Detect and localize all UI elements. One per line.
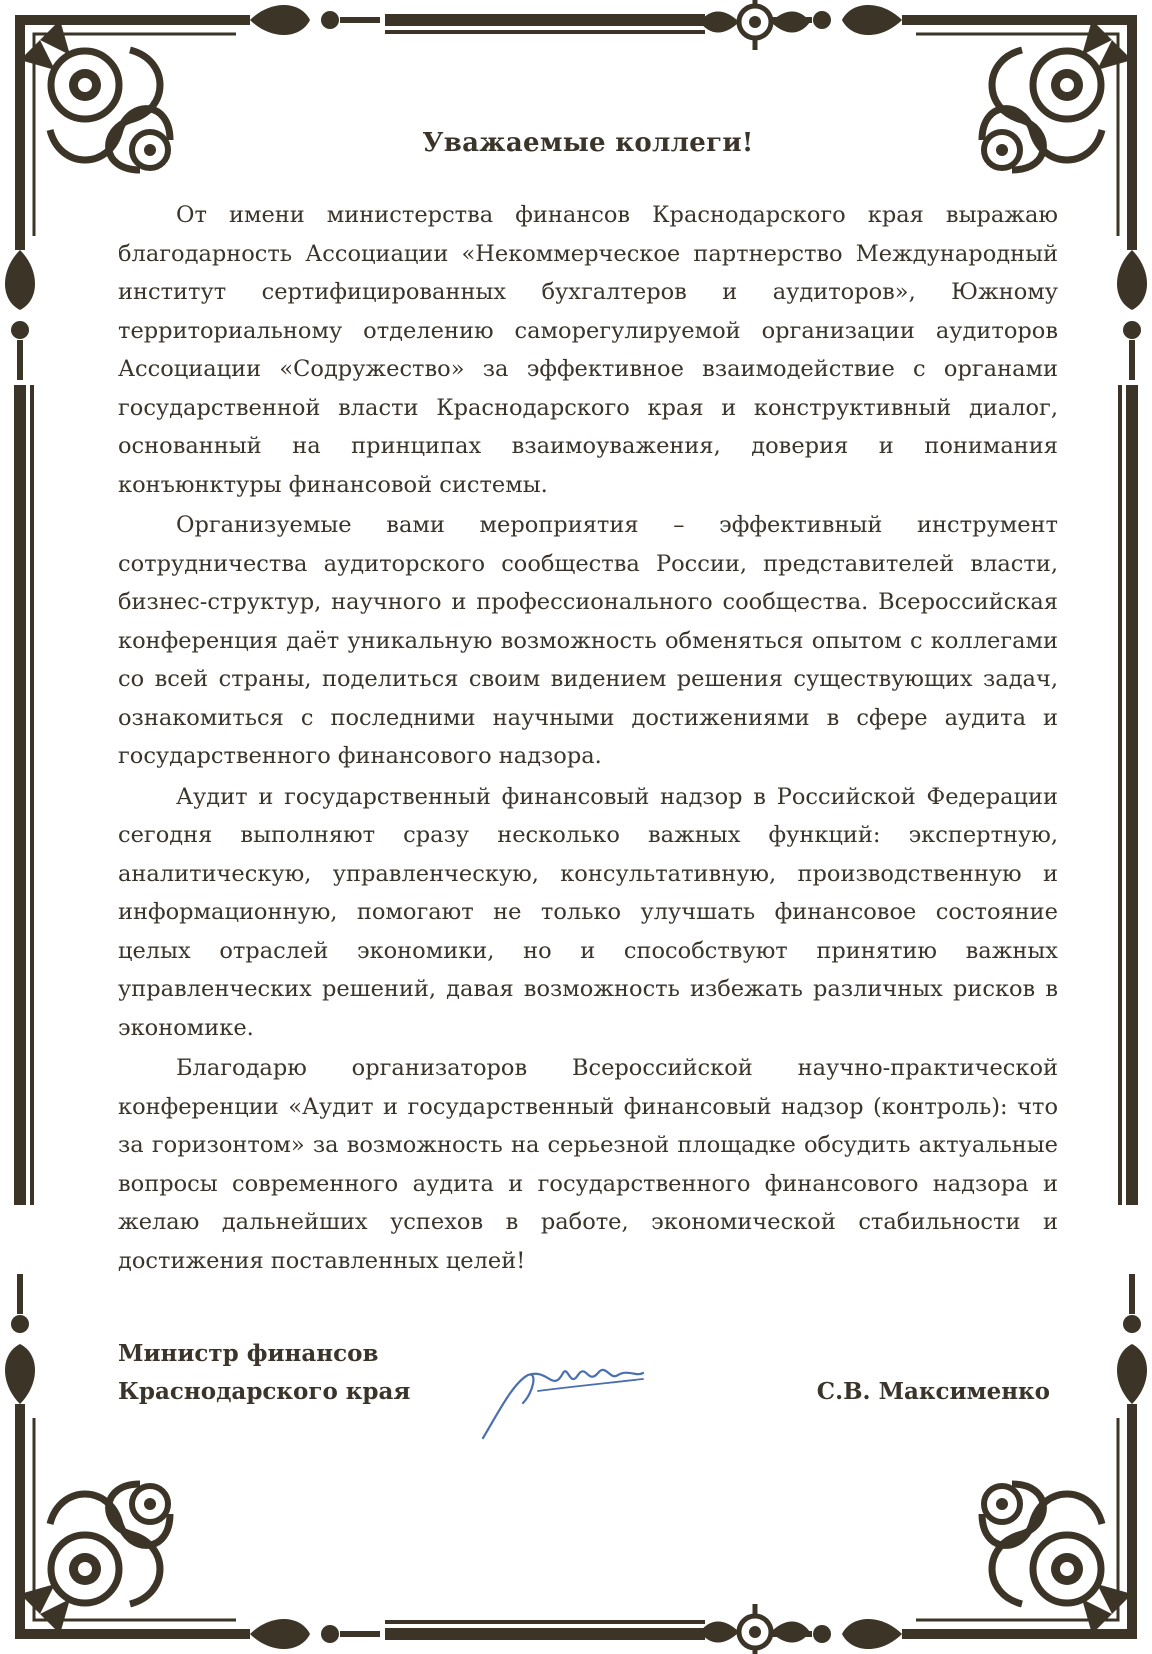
frame-top-ornament bbox=[700, 0, 810, 50]
frame-bottom-ornament bbox=[700, 1604, 810, 1654]
signatory-position bbox=[118, 1335, 410, 1411]
frame-left-bar bbox=[14, 385, 26, 1205]
handwritten-signature bbox=[478, 1353, 648, 1443]
letter-paragraph-2: Организуемые вами мероприятия – эффективный инструмент сотрудничества аудиторского сообщества России, представителей власти, бизнес-структур, научного и профессионального сообщества. Всероссийская конференция даёт уникальную возможность обменяться опытом с коллегами со всей страны, поделиться своим видением решения существующих задач, ознакомиться с последними научными достижениями в сфере аудита и государственного финансового надзора. bbox=[118, 512, 1058, 769]
letter-paragraph-3: Аудит и государственный финансовый надзор в Российской Федерации сегодня выполняют сразу несколько важных функций: экспертную, аналитическую, управленческую, консультативную, производственную и информационную, помогают не только улучшать финансовое состояние целых отраслей экономики, но и способствуют принятию важных управленческих решений, давая возможность избежать различных рисков в экономике. bbox=[118, 783, 1058, 1041]
letter-body bbox=[118, 118, 1058, 1280]
signatory-name: С.В. Максименко bbox=[816, 1378, 1050, 1405]
letter-paragraph-4: Благодарю организаторов Всероссийской научно-практической конференции «Аудит и государственный финансовый надзор (контроль): что за горизонтом» за возможность на серьезной площадке обсудить актуальные вопросы современного аудита и государственного финансового надзора и желаю дальнейших успехов в работе, экономической стабильности и достижения поставленных целей! bbox=[118, 1055, 1058, 1274]
letter-paragraph-1: От имени министерства финансов Краснодарского края выражаю благодарность Ассоциации «Некоммерческое партнерство Международный институт сертифицированных бухгалтеров и аудиторов», Южному территориальному отделению саморегулируемой организации аудиторов Ассоциации «Содружество» за эффективное взаимодействие с органами государственной власти Краснодарского края и конструктивный диалог, основанный на принципах взаимоуважения, доверия и понимания конъюнктуры финансовой системы. bbox=[118, 202, 1058, 498]
signatory-position-line-2: Краснодарского края bbox=[118, 1378, 411, 1405]
frame-bottom-bar bbox=[385, 1628, 705, 1640]
frame-right-bar bbox=[1126, 385, 1138, 1205]
signature-block bbox=[118, 1335, 1058, 1465]
signatory-position-line-1: Министр финансов bbox=[118, 1340, 379, 1367]
letter-greeting: Уважаемые коллеги! bbox=[422, 128, 754, 158]
